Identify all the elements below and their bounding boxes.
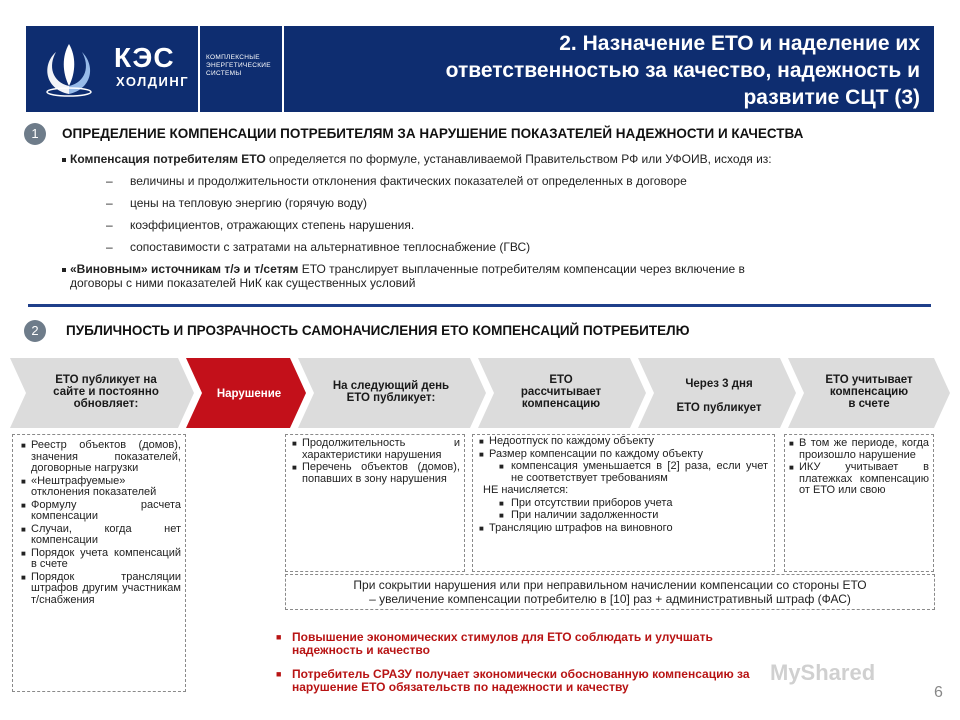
process-step-4 xyxy=(496,374,626,410)
penalty-note-box xyxy=(285,574,935,610)
step-line: ЕТО публикует на xyxy=(55,374,157,386)
process-step-1 xyxy=(36,374,176,410)
logo-subtitle-line: КОМПЛЕКСНЫЕ xyxy=(206,54,260,61)
bullet-square-icon xyxy=(62,268,66,272)
step-line: компенсацию xyxy=(521,398,601,410)
dash-text: величины и продолжительности отклонения фактических показателей от определенных в договоре xyxy=(130,174,687,188)
dash-text: сопоставимости с затратами на альтернативное теплоснабжение (ГВС) xyxy=(130,240,531,254)
logo-brand: КЭС xyxy=(114,42,175,73)
sub-item: ■ компенсация уменьшается в [2] раза, если учет не соответствует требованиям xyxy=(499,460,768,484)
page-title xyxy=(284,26,934,112)
logo-subtitle xyxy=(200,26,282,112)
bullet-text: определяется по формуле, устанавливаемой Правительством РФ или УФОИВ, исходя из: xyxy=(265,152,772,166)
list-item: ■ В том же периоде, когда произошло нарушение xyxy=(789,437,929,461)
step-line: На следующий день xyxy=(332,380,450,392)
section-1-title: ОПРЕДЕЛЕНИЕ КОМПЕНСАЦИИ ПОТРЕБИТЕЛЯМ ЗА НАРУШЕНИЕ ПОКАЗАТЕЛЕЙ НАДЕЖНОСТИ И КАЧЕСТВА xyxy=(62,126,804,141)
bullet-bold-text: Компенсация потребителям ЕТО xyxy=(70,152,266,166)
step-line: Через 3 дня xyxy=(685,378,753,390)
watermark: MyShared xyxy=(770,660,876,685)
bullet-bold-text: «Виновным» источникам т/э и т/сетям xyxy=(70,262,299,276)
list-item: ■ Продолжительность и характеристики нарушения xyxy=(292,437,460,461)
list-item: ■ Порядок учета компенсаций в счете xyxy=(21,546,181,570)
red-bullet-line: нарушение ЕТО обязательств по надежности и качеству xyxy=(292,680,629,694)
section-divider xyxy=(28,304,931,307)
section-1-bullet-2 xyxy=(62,262,745,290)
dash-item: – цены на тепловую энергию (горячую воду) xyxy=(106,196,367,210)
dash-item: – величины и продолжительности отклонения фактических показателей от определенных в договоре xyxy=(106,174,687,188)
step-line: обновляет: xyxy=(73,398,139,410)
list-item: ■ Перечень объектов (домов), попавших в зону нарушения xyxy=(292,461,460,485)
next-day-publication-box xyxy=(285,434,465,572)
step-line: сайте и постоянно xyxy=(53,386,159,398)
section-2-number: 2 xyxy=(24,320,46,342)
red-bullet-line: Потребитель СРАЗУ получает экономически обоснованную компенсацию за xyxy=(292,667,750,681)
list-item: ■ Трансляцию штрафов на виновного xyxy=(479,521,673,534)
step-line: рассчитывает xyxy=(520,386,602,398)
list-item: ■ Случаи, когда нет компенсации xyxy=(21,522,181,546)
step-line: ЕТО публикует xyxy=(676,402,762,414)
section-1-number: 1 xyxy=(24,123,46,145)
dash-item: – коэффициентов, отражающих степень нарушения. xyxy=(106,218,415,232)
list-item: ■ ИКУ учитывает в платежках компенсацию от ЕТО или свою xyxy=(789,461,929,496)
company-logo xyxy=(26,26,198,112)
step-line: компенсацию xyxy=(829,386,909,398)
red-bullet xyxy=(276,668,750,694)
process-step-3 xyxy=(316,380,466,404)
sub-item: ■ При отсутствии приборов учета xyxy=(499,496,673,509)
page-title-line: развитие СЦТ (3) xyxy=(743,86,920,109)
bullet-text: ЕТО транслирует выплаченные потребителям компенсации через включение в xyxy=(298,262,745,276)
process-flow xyxy=(10,358,950,428)
page-number: 6 xyxy=(934,684,943,701)
penalty-note-line: – увеличение компенсации потребителю в [10] раз + административный штраф (ФАС) xyxy=(369,592,851,606)
logo-swirl-icon xyxy=(34,34,104,104)
process-step-5 xyxy=(656,378,782,414)
compensation-calc-box xyxy=(472,434,775,572)
logo-subtitle-line: СИСТЕМЫ xyxy=(206,70,242,77)
not-charged-label: НЕ начисляется: xyxy=(483,484,569,496)
bullet-square-icon xyxy=(62,158,66,162)
list-item: ■ Порядок трансляции штрафов другим участникам т/снабжения xyxy=(21,570,181,606)
penalty-note-line: При сокрытии нарушения или при неправильном начислении компенсации со стороны ЕТО xyxy=(353,578,867,592)
bullet-square-icon: ■ xyxy=(276,669,282,679)
process-step-2 xyxy=(204,388,294,400)
red-bullet xyxy=(276,631,713,657)
invoice-accounting-box xyxy=(784,434,934,572)
dash-item: – сопоставимости с затратами на альтернативное теплоснабжение (ГВС) xyxy=(106,240,531,254)
logo-holding: ХОЛДИНГ xyxy=(116,74,190,89)
step-line: в счете xyxy=(848,398,890,410)
page-title-line: 2. Назначение ЕТО и наделение их xyxy=(559,32,920,55)
step-line: ЕТО учитывает xyxy=(825,374,913,386)
list-item: ■ Недоотпуск по каждому объекту xyxy=(479,435,655,447)
bullet-text: договоры с ними показателей НиК как существенных условий xyxy=(70,276,416,290)
publication-content-box xyxy=(12,434,186,692)
list-item: ■ «Нештрафуемые» отклонения показателей xyxy=(21,474,157,498)
red-bullet-line: надежность и качество xyxy=(292,643,430,657)
step-line: ЕТО публикует: xyxy=(346,392,436,404)
page-title-line: ответственностью за качество, надежность и xyxy=(445,59,920,82)
section-1-bullet-1 xyxy=(62,152,772,166)
red-bullet-line: Повышение экономических стимулов для ЕТО соблюдать и улучшать xyxy=(292,630,713,644)
section-2-title: ПУБЛИЧНОСТЬ И ПРОЗРАЧНОСТЬ САМОНАЧИСЛЕНИЯ ЕТО КОМПЕНСАЦИЙ ПОТРЕБИТЕЛЮ xyxy=(66,323,690,338)
process-step-6 xyxy=(806,374,932,410)
list-item: ■ Формулу расчета компенсации xyxy=(21,498,181,522)
list-item: ■ Размер компенсации по каждому объекту xyxy=(479,447,703,460)
dash-text: цены на тепловую энергию (горячую воду) xyxy=(130,196,367,210)
bullet-square-icon: ■ xyxy=(276,632,282,642)
step-line: ЕТО xyxy=(549,374,573,386)
sub-item: ■ При наличии задолженности xyxy=(499,509,659,521)
dash-text: коэффициентов, отражающих степень нарушения. xyxy=(130,218,415,232)
logo-subtitle-line: ЭНЕРГЕТИЧЕСКИЕ xyxy=(206,62,271,69)
step-line: Нарушение xyxy=(216,388,282,400)
list-item: ■ Реестр объектов (домов), значения показателей, договорные нагрузки xyxy=(21,439,181,474)
